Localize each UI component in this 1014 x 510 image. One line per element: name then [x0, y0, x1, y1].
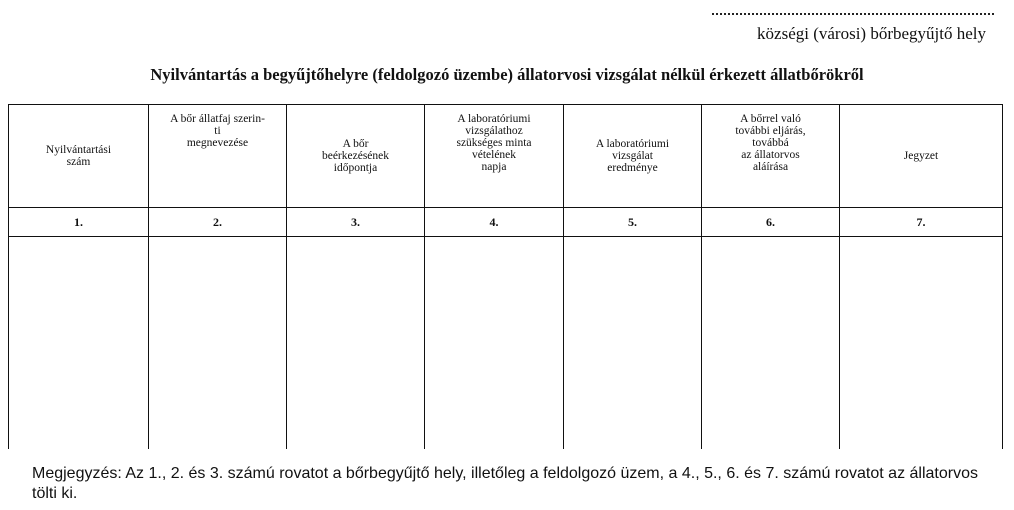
place-label: községi (városi) bőrbegyűjtő hely	[757, 24, 986, 43]
table-entry-area	[9, 237, 1003, 450]
column-header-6: A bőrrel való további eljárás, továbbá az állatorvos aláírása	[702, 105, 840, 208]
footnote: Megjegyzés: Az 1., 2. és 3. számú rovatot a bőrbegyűjtő hely, illetőleg a feldolgozó üzem, a 4., 5., 6. és 7. számú rovatot az állatorvos tölti ki.	[32, 465, 978, 502]
entry-cell-4[interactable]	[425, 237, 564, 450]
column-number-row	[9, 208, 1003, 237]
column-number-7: 7.	[840, 208, 1003, 237]
column-header-1: Nyilvántartási szám	[9, 105, 149, 208]
column-header-4: A laboratóriumi vizsgálathoz szükséges minta vételének napja	[425, 105, 564, 208]
entry-cell-6[interactable]	[702, 237, 840, 450]
table-header-row	[9, 105, 1003, 208]
column-header-2: A bőr állatfaj szerin- ti megnevezése	[149, 105, 287, 208]
register-table	[8, 104, 1003, 449]
entry-cell-7[interactable]	[840, 237, 1003, 450]
place-dotted-line	[712, 13, 994, 15]
column-number-4: 4.	[425, 208, 564, 237]
column-number-5: 5.	[564, 208, 702, 237]
entry-cell-1[interactable]	[9, 237, 149, 450]
column-number-1: 1.	[9, 208, 149, 237]
column-header-7: Jegyzet	[840, 105, 1003, 208]
column-header-5: A laboratóriumi vizsgálat eredménye	[564, 105, 702, 208]
entry-cell-3[interactable]	[287, 237, 425, 450]
entry-cell-2[interactable]	[149, 237, 287, 450]
column-number-3: 3.	[287, 208, 425, 237]
column-header-3: A bőr beérkezésének időpontja	[287, 105, 425, 208]
column-number-6: 6.	[702, 208, 840, 237]
column-number-2: 2.	[149, 208, 287, 237]
page-title: Nyilvántartás a begyűjtőhelyre (feldolgozó üzembe) állatorvosi vizsgálat nélkül érkezett állatbőrökről	[150, 65, 864, 84]
entry-cell-5[interactable]	[564, 237, 702, 450]
